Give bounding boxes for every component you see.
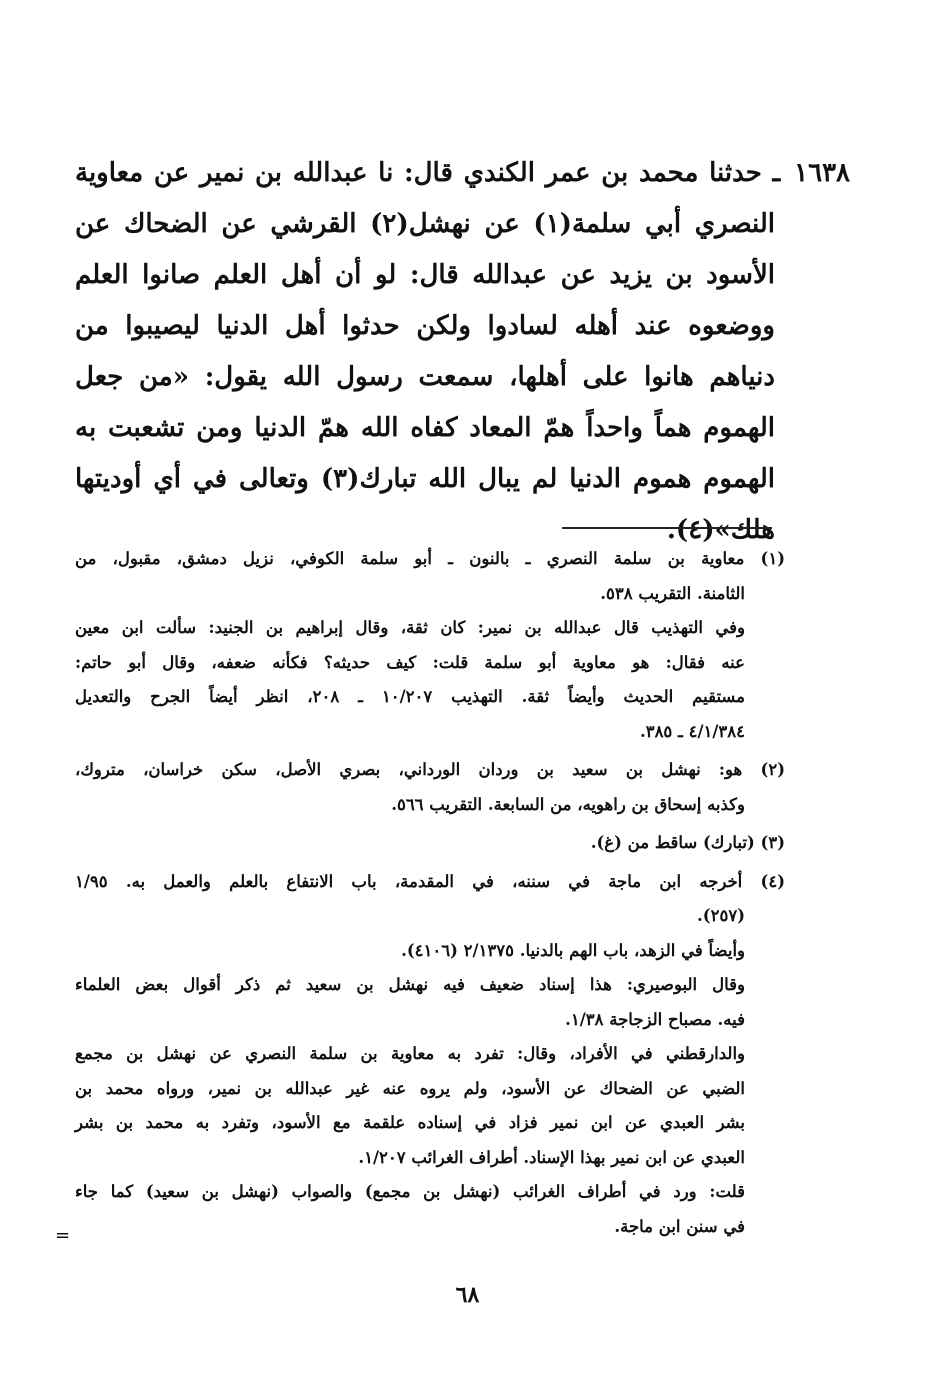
footnote-separator — [562, 527, 772, 529]
hadith-line: ١٦٣٨ـ حدثنا محمد بن عمر الكندي قال: نا عبدالله بن نمير عن معاوية — [75, 158, 850, 188]
footnote-start-line: (٢) هو: نهشل بن سعيد بن وردان الورداني، بصري الأصل، سكن خراسان، متروك، — [75, 760, 785, 779]
footnote-start-line: (٤) أخرجه ابن ماجة في سننه، في المقدمة، باب الانتفاع بالعلم والعمل به. ١/٩٥ — [75, 871, 785, 891]
footnote-line: وقال البوصيري: هذا إسناد ضعيف فيه نهشل بن سعيد ثم ذكر أقوال بعض العلماء — [75, 975, 745, 994]
footnote-line: بشر العبدي عن ابن نمير فزاد في إسناده علقمة مع الأسود، وتفرد به محمد بن بشر — [75, 1113, 745, 1132]
hadith-line: النصري أبي سلمة(١) عن نهشل(٢) القرشي عن الضحاك عن — [75, 209, 775, 239]
footnote-line: وكذبه إسحاق بن راهويه، من السابعة. التقريب ٥٦٦. — [391, 794, 745, 814]
footnotes — [75, 542, 785, 1244]
footnote-line: ٤/١/٣٨٤ ـ ٣٨٥. — [639, 721, 745, 741]
footnote-line: في سنن ابن ماجة. — [614, 1216, 745, 1236]
continuation-marker: = — [55, 1225, 71, 1246]
page-number: ٦٨ — [455, 1282, 480, 1308]
hadith-line: الأسود بن يزيد عن عبدالله قال: لو أن أهل العلم صانوا العلم — [75, 260, 775, 290]
hadith-line: الهموم هماً واحداً همّ المعاد كفاه الله همّ الدنيا ومن تشعبت به — [75, 413, 775, 443]
hadith-number: ١٦٣٨ — [794, 158, 850, 188]
footnote-line: عنه فقال: هو معاوية أبو سلمة قلت: كيف حديثه؟ فكأنه ضعفه، وقال أبو حاتم: — [75, 652, 745, 672]
footnote-line: العبدي عن ابن نمير بهذا الإسناد. أطراف الغرائب ١/٢٠٧. — [358, 1147, 745, 1167]
hadith-line: هلك»(٤). — [666, 515, 775, 545]
hadith-line: دنياهم هانوا على أهلها، سمعت رسول الله يقول: «من جعل — [75, 362, 775, 392]
footnote-line: وأيضاً في الزهد، باب الهم بالدنيا. ٢/١٣٧٥ (٤١٠٦). — [401, 940, 745, 960]
footnote-line: (٢٥٧). — [697, 906, 745, 925]
footnote-line: الضبي عن الضحاك عن الأسود، ولم يروه عنه غير عبدالله بن نمير، ورواه محمد بن — [75, 1078, 745, 1098]
footnote-start-line: (١) معاوية بن سلمة النصري ـ بالنون ـ أبو سلمة الكوفي، نزيل دمشق، مقبول، من — [75, 549, 785, 568]
footnote-line: قلت: ورد في أطراف الغرائب (نهشل بن مجمع) والصواب (نهشل بن سعيد) كما جاء — [75, 1182, 745, 1201]
hadith-line: الهموم هموم الدنيا لم يبال الله تبارك(٣) وتعالى في أي أوديتها — [75, 464, 775, 494]
footnote-line: وفي التهذيب قال عبدالله بن نمير: كان ثقة، وقال إبراهيم بن الجنيد: سألت ابن معين — [75, 618, 745, 637]
footnote-line: الثامنة. التقريب ٥٣٨. — [600, 583, 745, 603]
footnote-start-line: (٣) (تبارك) ساقط من (غ). — [590, 833, 785, 852]
footnote-line: مستقيم الحديث وأيضاً ثقة. التهذيب ١٠/٢٠٧ ـ ٢٠٨، انظر أيضاً الجرح والتعديل — [75, 687, 745, 706]
footnote-line: فيه. مصباح الزجاجة ١/٣٨. — [565, 1009, 745, 1029]
hadith-text — [75, 148, 850, 556]
footnote-line: والدارقطني في الأفراد، وقال: تفرد به معاوية بن سلمة النصري عن نهشل بن مجمع — [75, 1044, 745, 1063]
hadith-line: ووضعوه عند أهله لسادوا ولكن حدثوا أهل الدنيا ليصيبوا من — [75, 311, 775, 341]
